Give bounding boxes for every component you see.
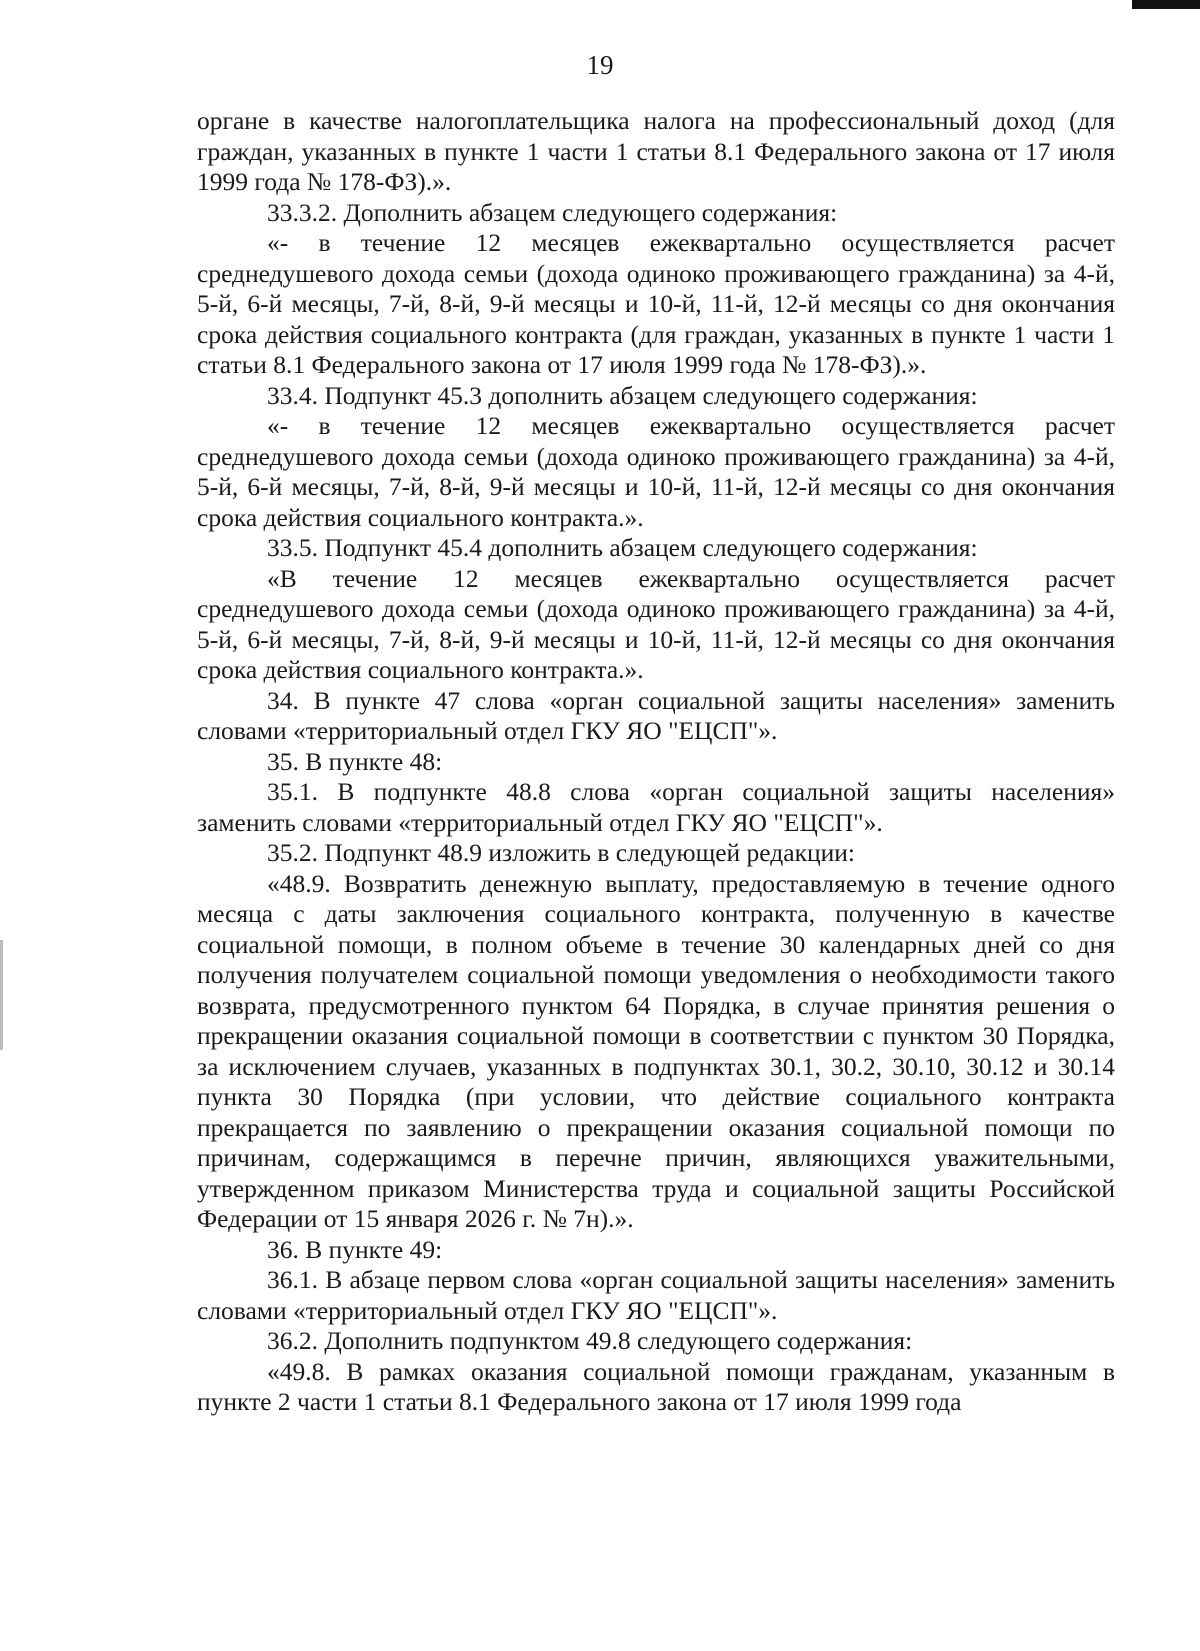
paragraph: 36.1. В абзаце первом слова «орган социальной защиты населения» заменить словами «территориальный отдел ГКУ ЯО "ЕЦСП"». — [197, 1265, 1115, 1325]
page-number: 19 — [586, 50, 614, 80]
paragraph: 35. В пункте 48: — [267, 746, 443, 776]
paragraph: «- в течение 12 месяцев ежеквартально осуществляется расчет среднедушевого дохода семьи (дохода одиноко проживающего гражданина) за 4-й, 5-й, 6-й месяцы, 7-й, 8-й, 9-й месяцы и 10-й, 11-й, 12-й месяцы со дня окончания срока действия социального контракта (для граждан, указанных в пункте 1 части 1 статьи 8.1 Федерального закона от 17 июля 1999 года № 178-ФЗ).». — [197, 228, 1115, 379]
scan-edge-mark — [0, 940, 3, 1050]
paragraph: 35.1. В подпункте 48.8 слова «орган социальной защиты населения» заменить словами «территориальный отдел ГКУ ЯО "ЕЦСП"». — [197, 777, 1115, 837]
paragraph: 33.5. Подпункт 45.4 дополнить абзацем следующего содержания: — [267, 533, 978, 562]
document-body — [197, 106, 1115, 1418]
paragraph: 34. В пункте 47 слова «орган социальной защиты населения» заменить словами «территориальный отдел ГКУ ЯО "ЕЦСП"». — [197, 685, 1115, 745]
scan-corner-mark — [1132, 0, 1200, 9]
paragraph: «В течение 12 месяцев ежеквартально осуществляется расчет среднедушевого дохода семьи (дохода одиноко проживающего гражданина) за 4-й, 5-й, 6-й месяцы, 7-й, 8-й, 9-й месяцы и 10-й, 11-й, 12-й месяцы со дня окончания срока действия социального контракта.». — [197, 563, 1115, 684]
paragraph: 36. В пункте 49: — [267, 1234, 443, 1264]
paragraph: «48.9. Возвратить денежную выплату, предоставляемую в течение одного месяца с даты заключения социального контракта, полученную в качестве социальной помощи, в полном объеме в течение 30 календарных дней со дня получения получателем социальной помощи уведомления о необходимости такого возврата, предусмотренного пунктом 64 Порядка, в случае принятия решения о прекращении оказания социальной помощи в соответствии с пунктом 30 Порядка, за исключением случаев, указанных в подпунктах 30.1, 30.2, 30.10, 30.12 и 30.14 пункта 30 Порядка (при условии, что действие социального контракта прекращается по заявлению о прекращении оказания социальной помощи по причинам, содержащимся в перечне причин, являющихся уважительными, утвержденном приказом Министерства труда и социальной защиты Российской Федерации от 15 января 2026 г. № 7н).». — [197, 868, 1115, 1233]
paragraph: 35.2. Подпункт 48.9 изложить в следующей редакции: — [267, 838, 855, 867]
paragraph: 33.4. Подпункт 45.3 дополнить абзацем следующего содержания: — [267, 380, 978, 410]
paragraph: 36.2. Дополнить подпунктом 49.8 следующего содержания: — [267, 1326, 913, 1355]
paragraph: «- в течение 12 месяцев ежеквартально осуществляется расчет среднедушевого дохода семьи (дохода одиноко проживающего гражданина) за 4-й, 5-й, 6-й месяцы, 7-й, 8-й, 9-й месяцы и 10-й, 11-й, 12-й месяцы со дня окончания срока действия социального контракта.». — [197, 411, 1115, 532]
paragraph: «49.8. В рамках оказания социальной помощи гражданам, указанным в пункте 2 части 1 статьи 8.1 Федерального закона от 17 июля 1999 года — [197, 1356, 1115, 1416]
paragraph: 33.3.2. Дополнить абзацем следующего содержания: — [267, 197, 838, 227]
paragraph: органе в качестве налогоплательщика налога на профессиональный доход (для граждан, указанных в пункте 1 части 1 статьи 8.1 Федерального закона от 17 июля 1999 года № 178-ФЗ).». — [197, 106, 1115, 196]
